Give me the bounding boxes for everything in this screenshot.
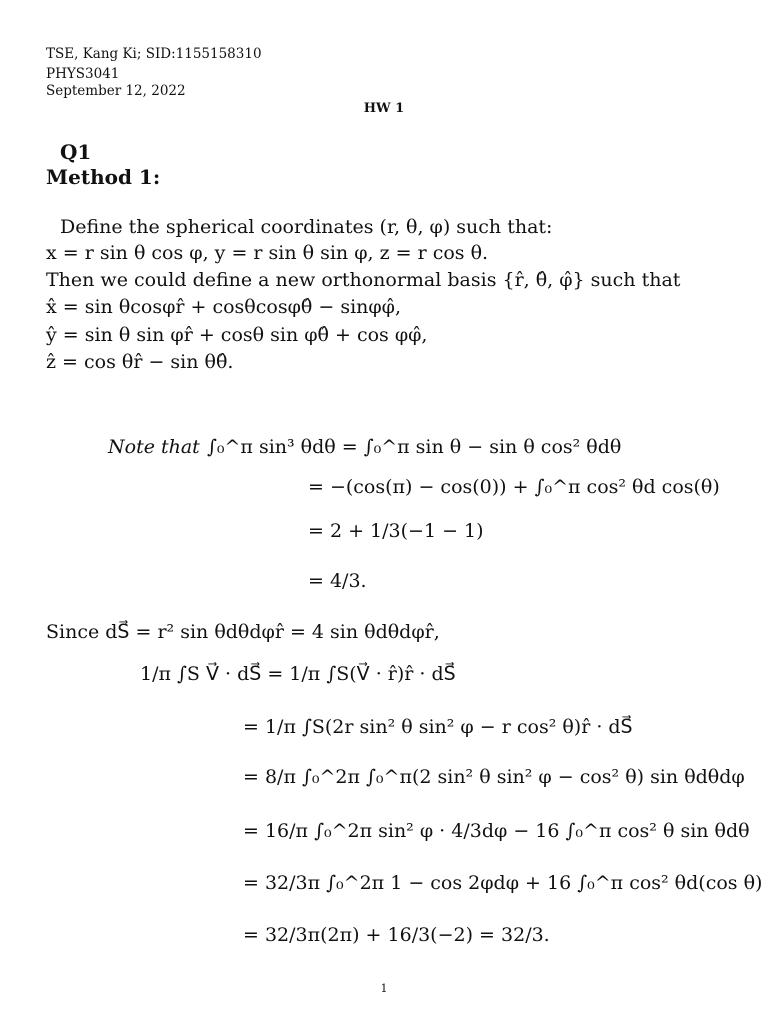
intro-line-2: x = r sin θ cos φ, y = r sin θ sin φ, z = r cos θ. (46, 242, 489, 264)
note-line-3: = 2 + 1/3(−1 − 1) (308, 520, 484, 542)
page-title: HW 1 (363, 101, 405, 116)
date-line: September 12, 2022 (46, 83, 186, 99)
intro-line-1: Define the spherical coordinates (r, θ, φ) such that: (60, 216, 553, 238)
calc-line-2: = 1/π ∫S(2r sin² θ sin² φ − r cos² θ)r̂ · dS⃗ (243, 716, 633, 738)
calc-line-6: = 32/3π(2π) + 16/3(−2) = 32/3. (243, 924, 550, 946)
calc-line-3: = 8/π ∫₀^2π ∫₀^π(2 sin² θ sin² φ − cos² θ) sin θdθdφ (243, 766, 745, 788)
intro-line-3: Then we could define a new orthonormal basis {r̂, θ̂, φ̂} such that (46, 269, 681, 291)
note-line-1: ∫₀^π sin³ θdθ = ∫₀^π sin θ − sin θ cos² θdθ (207, 436, 622, 458)
question-heading: Q1 (60, 140, 92, 164)
calc-line-1: 1/π ∫S V⃗ · dS⃗ = 1/π ∫S(V⃗ · r̂)r̂ · dS⃗ (140, 663, 456, 685)
author-line: TSE, Kang Ki; SID:1155158310 (46, 46, 262, 62)
page-number: 1 (380, 982, 388, 995)
calc-line-5: = 32/3π ∫₀^2π 1 − cos 2φdφ + 16 ∫₀^π cos² θd(cos θ) (243, 872, 763, 894)
course-line: PHYS3041 (46, 66, 120, 82)
method-heading: Method 1: (46, 165, 161, 189)
note-line-2: = −(cos(π) − cos(0)) + ∫₀^π cos² θd cos(θ) (308, 476, 720, 498)
note-line-4: = 4/3. (308, 570, 367, 592)
intro-line-5: ŷ = sin θ sin φr̂ + cosθ sin φθ̂ + cos φφ̂, (46, 324, 428, 346)
intro-line-6: ẑ = cos θr̂ − sin θθ̂. (46, 351, 234, 373)
calc-line-4: = 16/π ∫₀^2π sin² φ · 4/3dφ − 16 ∫₀^π cos² θ sin θdθ (243, 820, 750, 842)
since-line: Since dS⃗ = r² sin θdθdφr̂ = 4 sin θdθdφr̂, (46, 621, 440, 643)
intro-line-4: x̂ = sin θcosφr̂ + cosθcosφθ̂ − sinφφ̂, (46, 296, 402, 318)
note-label: Note that (108, 436, 200, 458)
